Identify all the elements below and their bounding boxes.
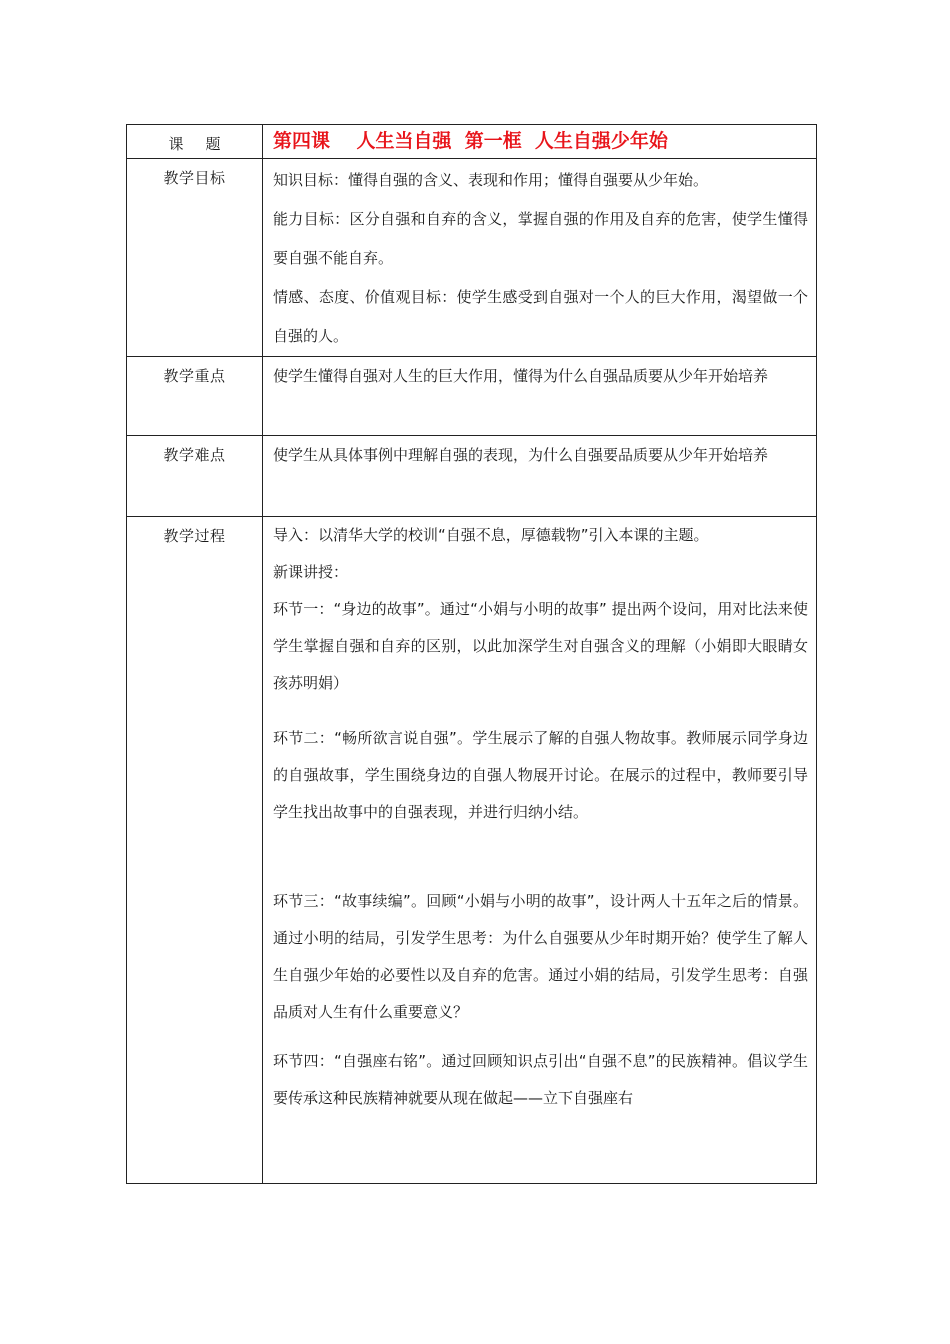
- row-topic: [127, 125, 817, 159]
- process-cell: [263, 517, 817, 1184]
- process-intro: 导入：以清华大学的校训“自强不息，厚德载物”引入本课的主题。: [273, 526, 709, 544]
- difficulties-text: 使学生从具体事例中理解自强的表现，为什么自强要品质要从少年开始培养: [273, 446, 769, 464]
- key-points-text: 使学生懂得自强对人生的巨大作用，懂得为什么自强品质要从少年开始培养: [273, 367, 769, 385]
- process-step-3: 环节三：“故事续编”。回顾“小娟与小明的故事”，设计两人十五年之后的情景。通过小明的结局，引发学生思考：为什么自强要从少年时期开始？使学生了解人生自强少年始的必要性以及自弃的危害。通过小娟的结局，引发学生思考：自强品质对人生有什么重要意义？: [273, 892, 808, 1021]
- lesson-title: 第四课 人生当自强 第一框 人生自强少年始: [273, 130, 668, 152]
- process-new-lesson: 新课讲授：: [273, 563, 349, 581]
- row-difficulties: [127, 436, 817, 517]
- row-process: [127, 517, 817, 1184]
- label-difficulties: 教学难点: [127, 436, 263, 517]
- process-step-4: 环节四：“自强座右铭”。通过回顾知识点引出“自强不息”的民族精神。倡议学生要传承这种民族精神就要从现在做起——立下自强座右: [273, 1052, 808, 1107]
- label-key-points: 教学重点: [127, 357, 263, 436]
- key-points-cell: [263, 357, 817, 436]
- objectives-cell: [263, 159, 817, 357]
- process-step-2: 环节二：“畅所欲言说自强”。学生展示了解的自强人物故事。教师展示同学身边的自强故事，学生围绕身边的自强人物展开讨论。在展示的过程中，教师要引导学生找出故事中的自强表现，并进行归纳小结。: [273, 729, 808, 821]
- label-topic: 课题: [127, 125, 263, 159]
- label-process: 教学过程: [127, 517, 263, 1184]
- objective-knowledge: 知识目标：懂得自强的含义、表现和作用；懂得自强要从少年始。: [273, 171, 709, 189]
- label-objectives: 教学目标: [127, 159, 263, 357]
- difficulties-cell: [263, 436, 817, 517]
- objective-attitude: 情感、态度、价值观目标：使学生感受到自强对一个人的巨大作用，渴望做一个自强的人。: [273, 288, 808, 345]
- row-objectives: [127, 159, 817, 357]
- lesson-title-cell: [263, 125, 817, 159]
- lesson-plan-table: [126, 124, 817, 1184]
- process-step-1: 环节一：“身边的故事”。通过“小娟与小明的故事” 提出两个设问，用对比法来使学生掌握自强和自弃的区别，以此加深学生对自强含义的理解（小娟即大眼睛女孩苏明娟）: [273, 600, 808, 692]
- row-key-points: [127, 357, 817, 436]
- objective-ability: 能力目标：区分自强和自弃的含义，掌握自强的作用及自弃的危害，使学生懂得要自强不能自弃。: [273, 210, 808, 267]
